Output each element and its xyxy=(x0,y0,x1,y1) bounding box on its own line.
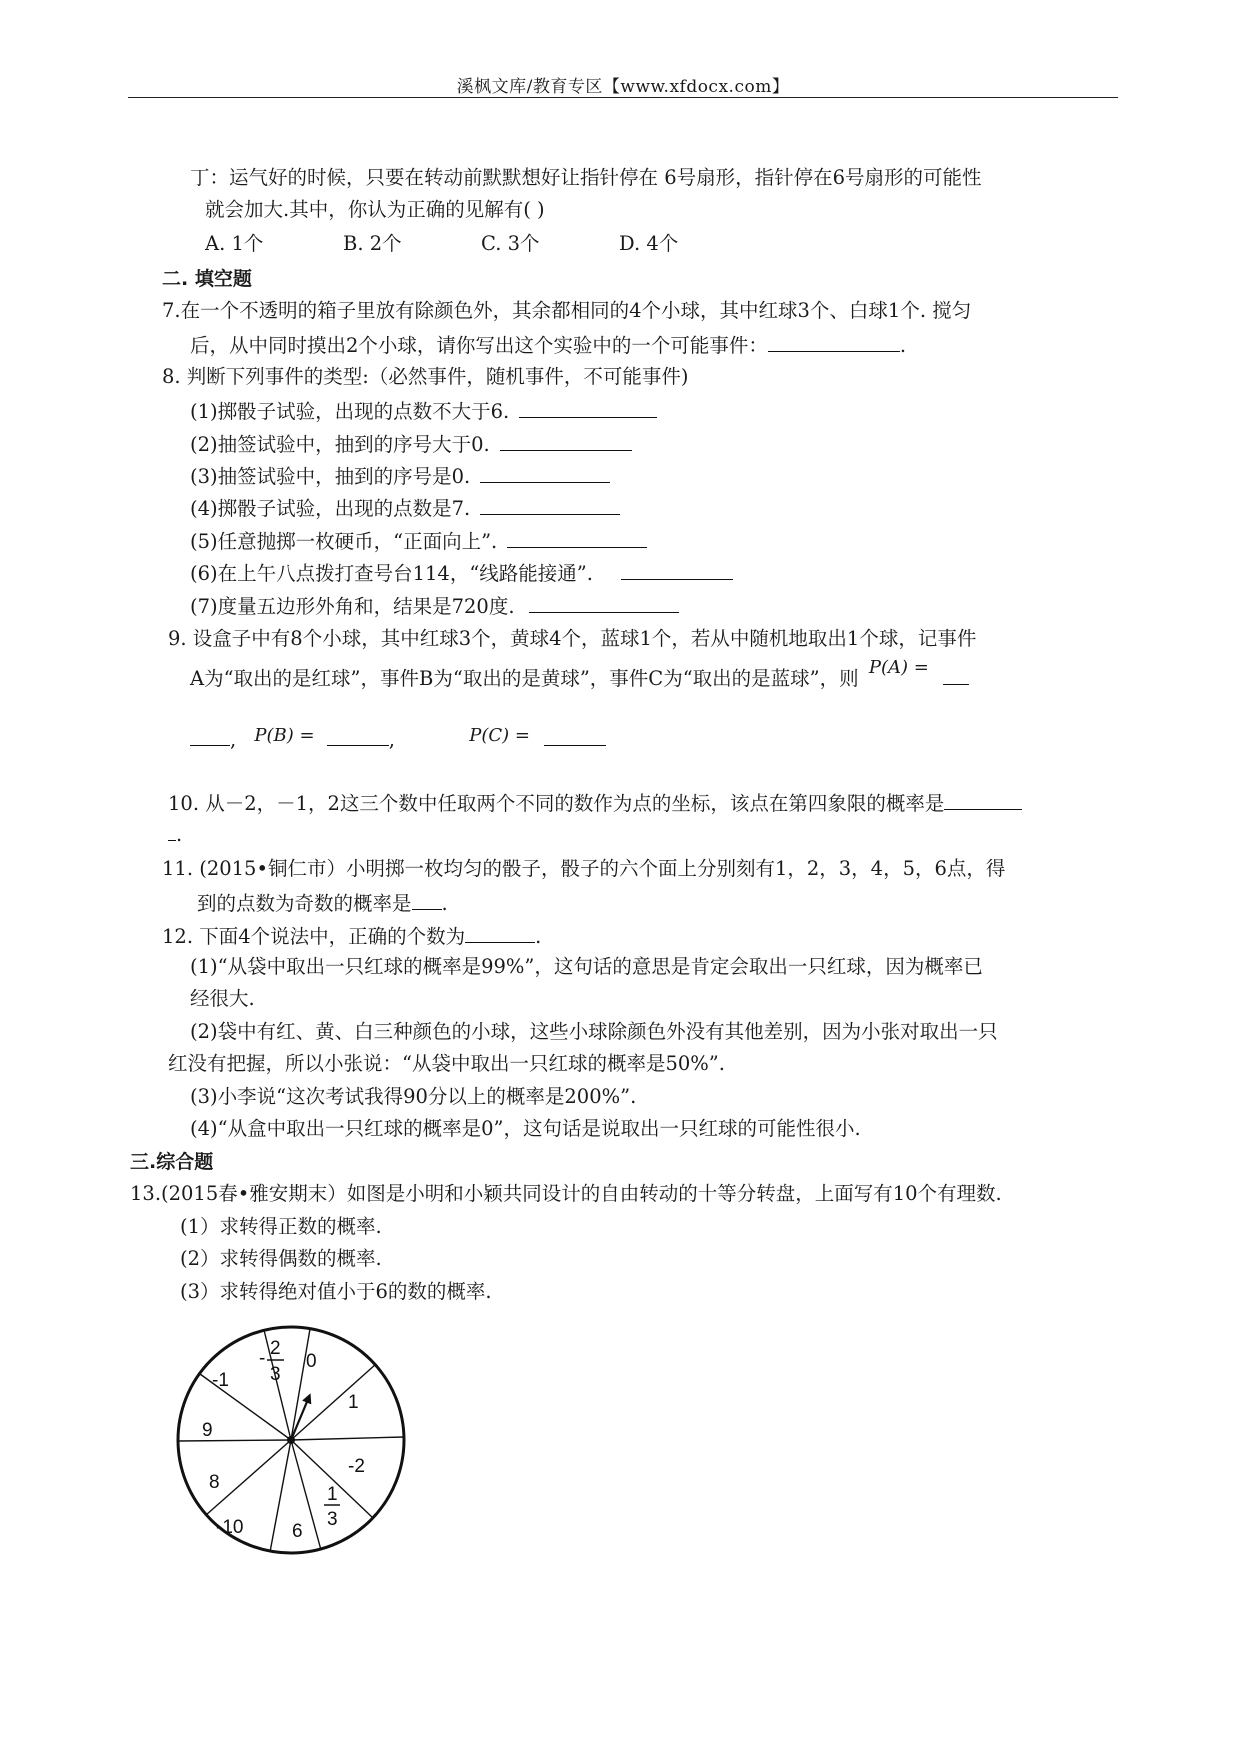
q9-pa-formula: P(A) = xyxy=(868,657,929,678)
q9-line2-text: A为“取出的是红球”，事件B为“取出的是黄球”，事件C为“取出的是蓝球”，则 xyxy=(190,667,859,690)
q10-line1 xyxy=(168,789,1022,817)
q12-answer-blank xyxy=(465,922,535,943)
q10-line2 xyxy=(168,822,182,848)
q12-statement-1-line1: (1)“从袋中取出一只红球的概率是99%”，这句话的意思是肯定会取出一只红球，因为概率已 xyxy=(190,955,983,978)
q11-line1: 11. (2015•铜仁市）小明掷一枚均匀的骰子，骰子的六个面上分别刻有1，2，3，4，5，6点，得 xyxy=(162,857,1006,880)
sector-label-neg10: -10 xyxy=(216,1517,244,1538)
sector-label-1: 1 xyxy=(348,1392,359,1413)
q12-statement-3: (3)小李说“这次考试我得90分以上的概率是200%”. xyxy=(190,1085,637,1108)
sector-label-6: 6 xyxy=(292,1521,303,1542)
q8-item-3-blank xyxy=(480,462,610,483)
q6-option-b: B. 2个 xyxy=(343,232,402,255)
q9-pc-blank xyxy=(544,725,606,746)
q9-pa-blank xyxy=(943,664,969,685)
q9-pc-formula: P(C) = xyxy=(469,725,530,746)
q12-statement-2-line2: 红没有把握，所以小张说：“从袋中取出一只红球的概率是50%”. xyxy=(168,1052,725,1075)
q8-item-4 xyxy=(190,494,620,522)
q9-pb-blank xyxy=(327,725,389,746)
section-3-title: 三.综合题 xyxy=(130,1151,214,1173)
q6-options xyxy=(205,231,757,257)
sector-label-neg-two-thirds-numerator: 2 xyxy=(270,1338,281,1359)
q8-item-2-text: (2)抽签试验中，抽到的序号大于0. xyxy=(190,433,490,456)
q10-end: . xyxy=(176,823,183,846)
q6-option-a: A. 1个 xyxy=(205,232,264,255)
q7-end: . xyxy=(899,334,907,357)
sector-label-9: 9 xyxy=(202,1420,213,1441)
q8-item-2 xyxy=(190,430,632,458)
q9-sep-1: , xyxy=(230,728,237,751)
header-rule xyxy=(128,97,1118,98)
q9-line2 xyxy=(190,657,969,693)
q10-answer-blank xyxy=(944,789,1022,810)
q8-item-6 xyxy=(190,559,733,587)
q8-stem: 8. 判断下列事件的类型:（必然事件，随机事件，不可能事件) xyxy=(162,365,689,388)
q8-item-1-blank xyxy=(519,397,657,418)
q12-stem xyxy=(162,922,541,950)
q11-line2 xyxy=(197,889,448,917)
q11-end: . xyxy=(441,892,448,915)
q7-line1: 7.在一个不透明的箱子里放有除颜色外，其余都相同的4个小球，其中红球3个、白球1个. 搅匀 xyxy=(162,299,972,322)
q8-item-6-blank xyxy=(621,559,733,580)
q10-answer-blank-cont xyxy=(168,822,176,841)
page-header: 溪枫文库/教育专区【www.xfdocx.com】 xyxy=(456,77,790,97)
sector-label-neg-two-thirds-sign: - xyxy=(259,1348,266,1369)
q13-sub-2: (2）求转得偶数的概率. xyxy=(180,1247,382,1270)
q8-item-7-blank xyxy=(529,592,679,613)
q7-line2 xyxy=(190,331,906,359)
q12-statement-1-line2: 经很大. xyxy=(190,987,255,1010)
sector-label-one-third-denominator: 3 xyxy=(327,1509,338,1530)
q8-item-1 xyxy=(190,397,657,425)
q8-item-3 xyxy=(190,462,610,490)
q8-item-2-blank xyxy=(500,430,632,451)
q9-sep-2: , xyxy=(388,728,395,751)
section-2-title: 二. 填空题 xyxy=(162,268,252,290)
q13-sub-3: (3）求转得绝对值小于6的数的概率. xyxy=(180,1280,492,1303)
q10-line1-text: 10. 从－2，－1，2这三个数中任取两个不同的数作为点的坐标，该点在第四象限的概率是 xyxy=(168,792,945,815)
q8-item-5-blank xyxy=(507,527,647,548)
spinner-center xyxy=(287,1436,295,1444)
q9-pb-formula: P(B) = xyxy=(254,725,315,746)
sector-label-one-third-numerator: 1 xyxy=(327,1484,338,1505)
q9-line1: 9. 设盒子中有8个小球，其中红球3个，黄球4个，蓝球1个，若从中随机地取出1个球，记事件 xyxy=(168,627,977,650)
sector-label-neg1: -1 xyxy=(212,1370,229,1391)
sector-label-8: 8 xyxy=(209,1472,220,1493)
q12-end: . xyxy=(535,925,542,948)
q9-pa-blank-cont xyxy=(190,725,230,746)
spinner-pointer xyxy=(291,1397,309,1440)
q8-item-4-text: (4)掷骰子试验，出现的点数是7. xyxy=(190,497,471,520)
q8-item-7 xyxy=(190,592,679,620)
sector-label-neg-two-thirds-denominator: 3 xyxy=(270,1364,281,1385)
q12-stem-text: 12. 下面4个说法中，正确的个数为 xyxy=(162,925,466,948)
q13-stem: 13.(2015春•雅安期末）如图是小明和小颖共同设计的自由转动的十等分转盘，上面写有10个有理数. xyxy=(130,1182,1002,1205)
q6-ding-line1: 丁：运气好的时候，只要在转动前默默想好让指针停在 6号扇形，指针停在6号扇形的可能性 xyxy=(190,166,982,189)
q11-answer-blank xyxy=(412,889,442,910)
q7-line2-text: 后，从中同时摸出2个小球，请你写出这个实验中的一个可能事件： xyxy=(190,334,768,357)
q7-answer-blank xyxy=(768,331,900,352)
q12-statement-2-line1: (2)袋中有红、黄、白三种颜色的小球，这些小球除颜色外没有其他差别，因为小张对取出一只 xyxy=(190,1020,998,1043)
q8-item-1-text: (1)掷骰子试验，出现的点数不大于6. xyxy=(190,400,510,423)
q8-item-3-text: (3)抽签试验中，抽到的序号是0. xyxy=(190,465,471,488)
q8-item-5-text: (5)任意抛掷一枚硬币，“正面向上”. xyxy=(190,530,498,553)
q8-item-6-text: (6)在上午八点拨打查号台114，“线路能接通”. xyxy=(190,562,593,585)
spinner-wheel-figure xyxy=(168,1312,432,1576)
q11-line2-text: 到的点数为奇数的概率是 xyxy=(197,892,412,915)
sector-label-neg2: -2 xyxy=(348,1456,365,1477)
q12-statement-4: (4)“从盒中取出一只红球的概率是0”，这句话是说取出一只红球的可能性很小. xyxy=(190,1117,861,1140)
q6-option-c: C. 3个 xyxy=(481,232,540,255)
q6-option-d: D. 4个 xyxy=(619,232,679,255)
q8-item-4-blank xyxy=(480,494,620,515)
q9-line3 xyxy=(190,725,606,754)
sector-label-0: 0 xyxy=(306,1351,317,1372)
q8-item-5 xyxy=(190,527,647,555)
q8-item-7-text: (7)度量五边形外角和，结果是720度. xyxy=(190,595,515,618)
q6-ding-line2: 就会加大.其中，你认为正确的见解有( ) xyxy=(205,198,545,221)
q13-sub-1: (1）求转得正数的概率. xyxy=(180,1215,382,1238)
